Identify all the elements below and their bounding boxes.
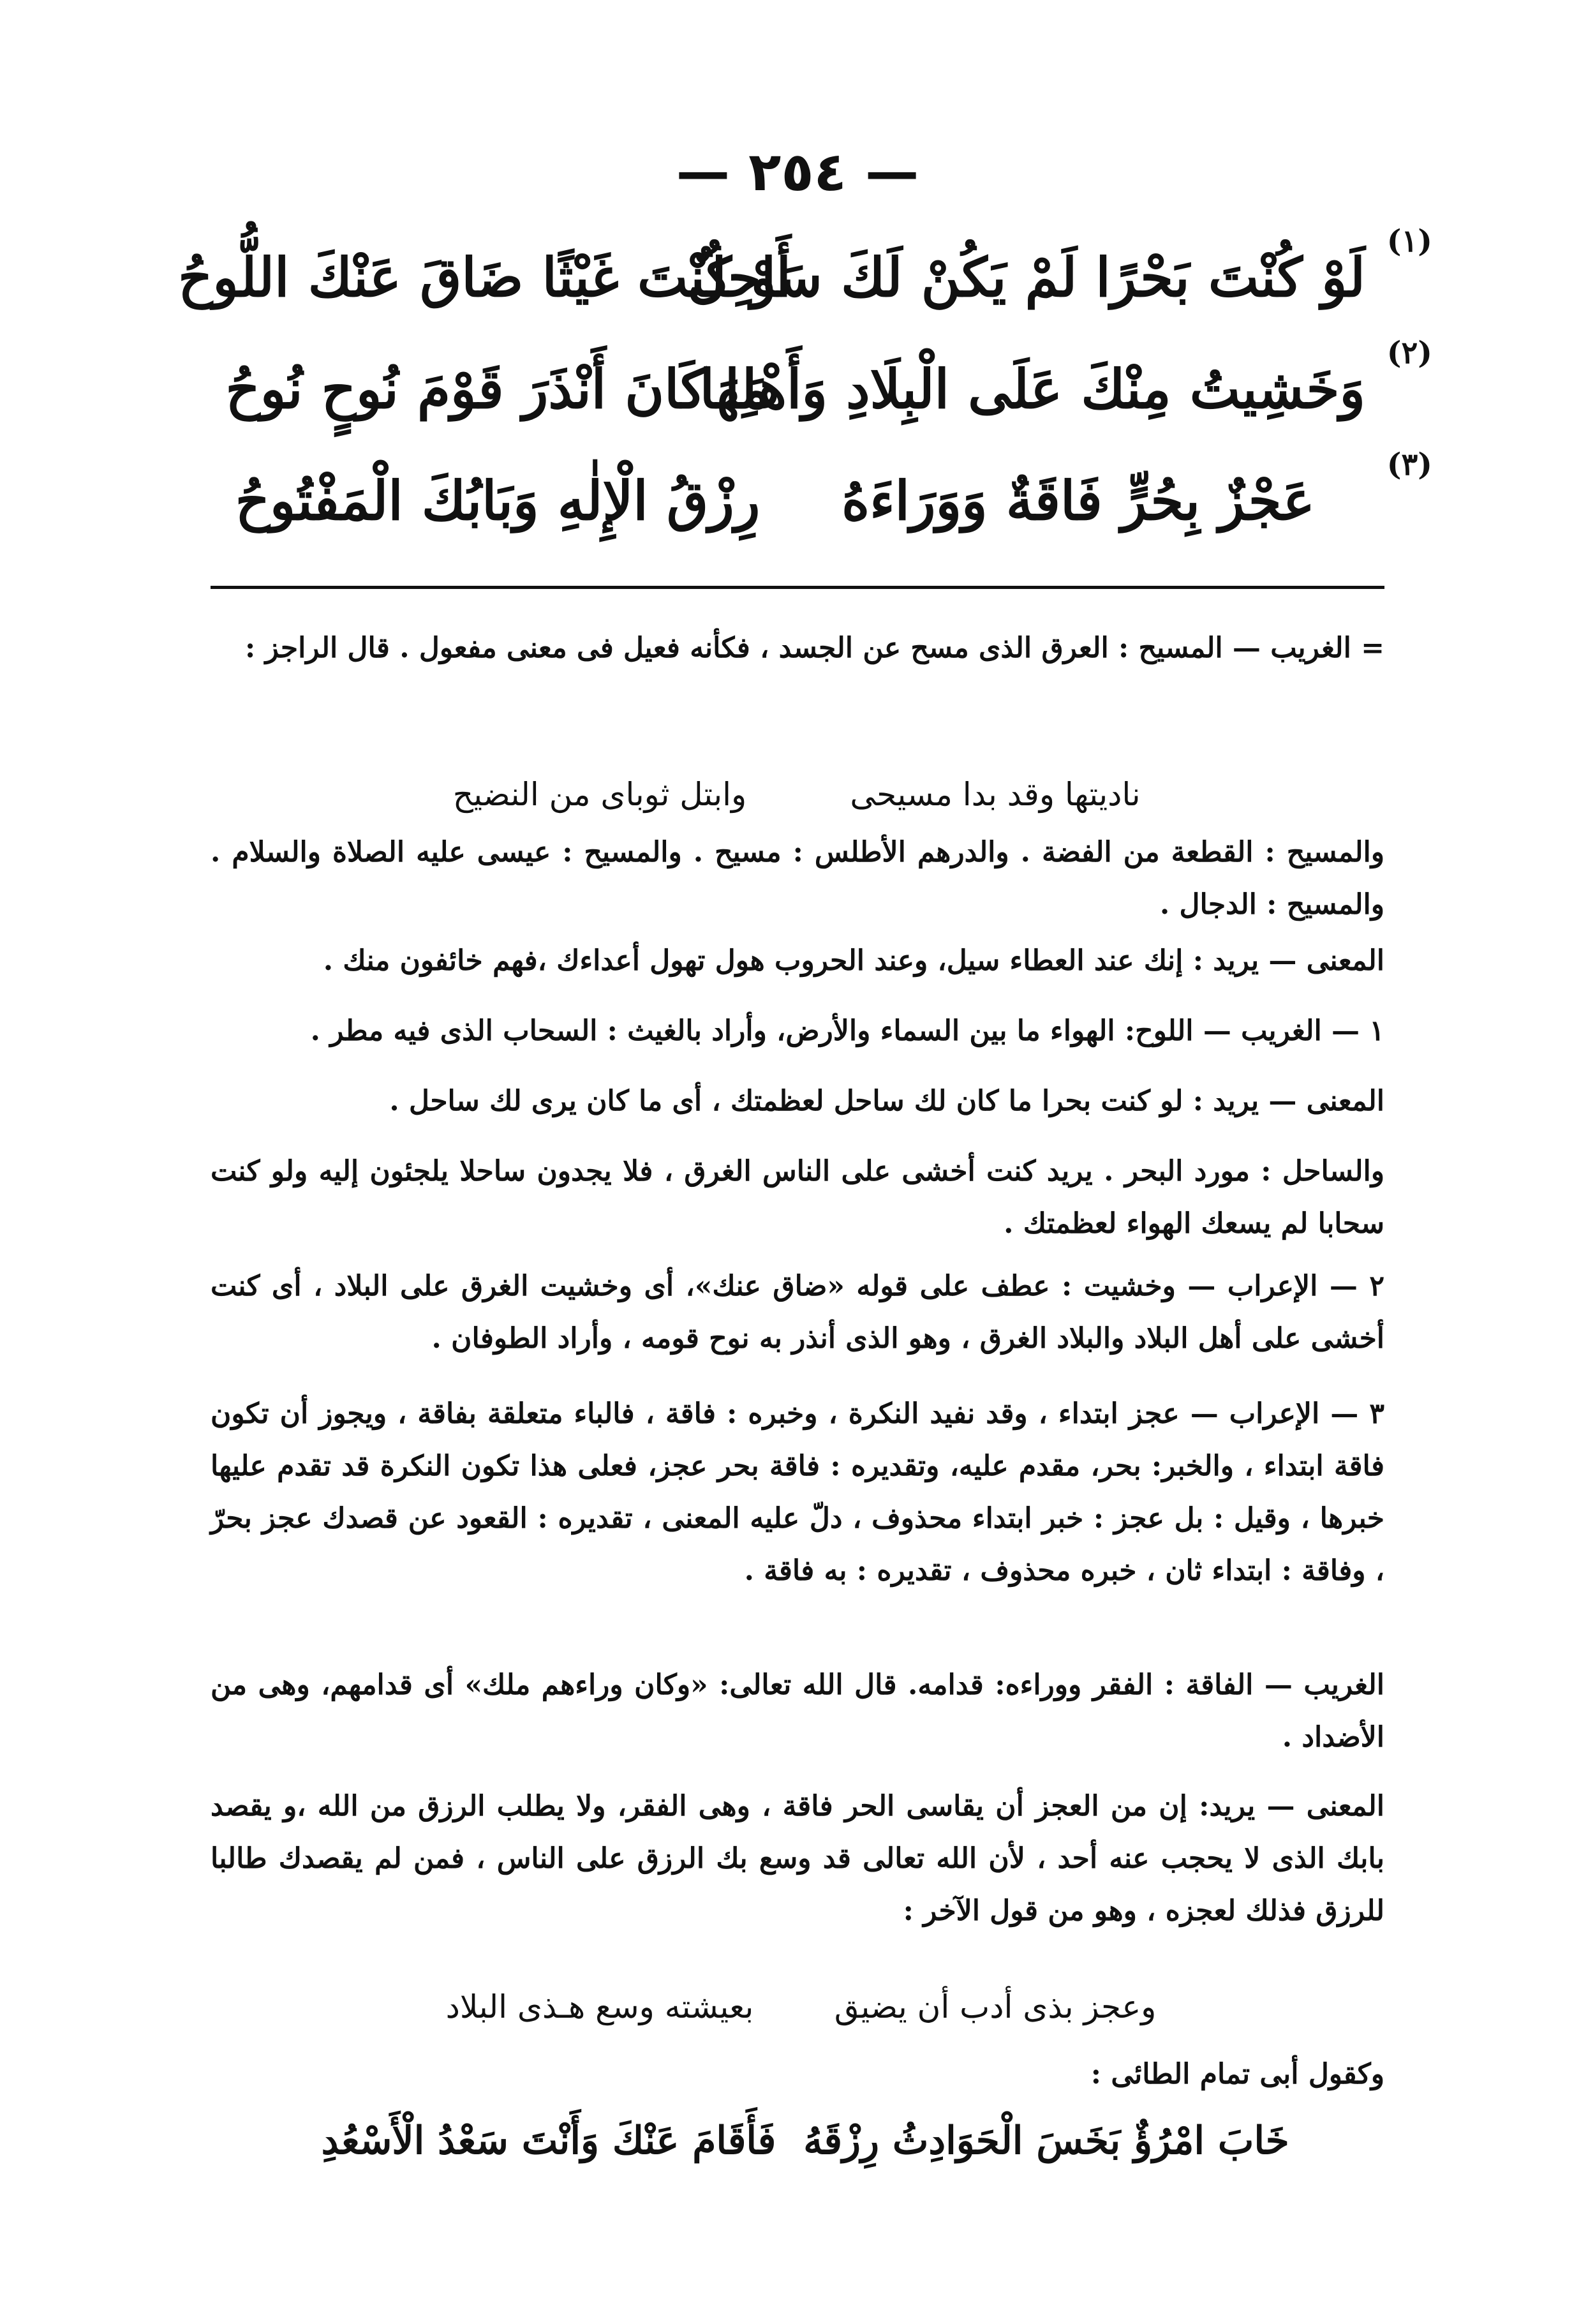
verse-line [178,223,1432,325]
verse-second-hemistich: أَوْ كُنْتَ غَيْثًا ضَاقَ عَنْكَ اللُّوحُ [178,246,791,309]
note-paragraph: والمسيح : القطعة من الفضة . والدرهم الأطلس : مسيح . والمسيح : عيسى عليه الصلاة والسلام . والمسيح : الدجال . [211,836,1384,921]
quoted-verse [211,1978,1384,2036]
note-paragraph: والساحل : مورد البحر . يريد كنت أخشى على الناس الغرق ، فلا يجدون ساحلا يلجئون إليه ولو كنت سحابا لم يسعك الهواء لعظمتك . [211,1155,1384,1240]
quoted-verse-first-half: وعجز بذى أدب أن يضيق [834,1988,1157,2025]
note-paragraph: ٣ — الإعراب — عجز ابتداء ، وقد نفيد النكرة ، وخبره : فاقة ، فالباء متعلقة بفاقة ، ويجوز أن تكون فاقة ابتداء ، والخبر: بحر، مقدم عليه، وتقديره : فاقة بحر عجز، فعلى هذا تكون النكرة قد تقدم عليها خبرها ، وقيل : بل عجز : خبر ابتداء محذوف ، دلّ عليه المعنى ، تقديره : القعود عن قصدك عجز بحرّ ، وفاقة : ابتداء ثان ، خبره محذوف ، تقديره : به فاقة . [211,1397,1384,1587]
verse-line [204,335,1432,437]
quoted-verse [211,766,1384,823]
note-paragraph: الغريب — الفاقة : الفقر ووراءه: قدامه. قال الله تعالى: «وكان وراءهم ملك» أى قدامهم، وهى من الأضداد . [211,1669,1384,1754]
note-paragraph: = الغريب — المسيح : العرق الذى مسح عن الجسد ، فكأنه فعيل فى معنى مفعول . قال الراجز : [245,632,1384,664]
section-divider [211,586,1384,589]
quoted-verse-first-half: ناديتها وقد بدا مسيحى [850,776,1141,813]
verse-first-hemistich: وَخَشِيتُ مِنْكَ عَلَى الْبِلَادِ وَأَهْلِهَا [699,357,1365,421]
verse-first-hemistich: لَوْ كُنْتَ بَحْرًا لَمْ يَكُنْ لَكَ سَاحِلٌ [687,246,1365,309]
note-paragraph: ١ — الغريب — اللوح: الهواء ما بين السماء والأرض، وأراد بالغيث : السحاب الذى فيه مطر . [310,1015,1384,1047]
verse-first-hemistich: عَجْزٌ بِحُرٍّ فَاقَةٌ وَوَرَاءَهُ [842,469,1315,532]
footnote-marker: (٣) [1386,447,1432,482]
note-paragraph: المعنى — يريد : إنك عند العطاء سيل، وعند الحروب هول تهول أعداءك ،فهم خائفون منك . [323,944,1384,977]
note-paragraph: المعنى — يريد : لو كنت بحرا ما كان لك ساحل لعظمتك ، أى ما كان يرى لك ساحل . [389,1085,1384,1117]
quoted-verse-second-half: فَأَقَامَ عَنْكَ وَأَنْتَ سَعْدُ الْأَسْعُدِ [321,2119,776,2163]
verse-line [204,447,1432,549]
note-paragraph: ٢ — الإعراب — وخشيت : عطف على قوله «ضاق عنك»، أى وخشيت الغرق على البلاد ، أى كنت أخشى على أهل البلاد والبلاد الغرق ، وهو الذى أنذر به نوح قومه ، وأراد الطوفان . [211,1270,1384,1355]
footnote-marker: (١) [1386,223,1432,259]
footnote-marker: (٢) [1386,335,1432,371]
quoted-verse-first-half: خَابَ امْرُؤٌ بَخَسَ الْحَوَادِثُ رِزْقَهُ [803,2119,1289,2163]
note-paragraph: وكقول أبى تمام الطائى : [1090,2058,1384,2090]
note-paragraph: المعنى — يريد: إن من العجز أن يقاسى الحر فاقة ، وهى الفقر، ولا يطلب الرزق من الله ،و يقصد بابك الذى لا يحجب عنه أحد ، لأن الله تعالى قد وسع بك الرزق على الناس ، فمن لم يقصدك طالبا للرزق فذلك لعجزه ، وهو من قول الآخر : [211,1790,1384,1927]
quoted-verse-second-half: بعيشته وسع هـذى البلاد [445,1988,754,2025]
quoted-verse-second-half: وابتل ثوباى من النضيح [452,776,747,813]
page-number: — ٢٥٤ — [676,140,919,203]
quoted-verse [211,2106,1384,2176]
verse-second-hemistich: رِزْقُ الْإِلٰهِ وَبَابُكَ الْمَفْتُوحُ [235,469,760,532]
verse-second-hemistich: مَا كَانَ أَنْذَرَ قَوْمَ نُوحٍ نُوحُ [225,357,770,421]
